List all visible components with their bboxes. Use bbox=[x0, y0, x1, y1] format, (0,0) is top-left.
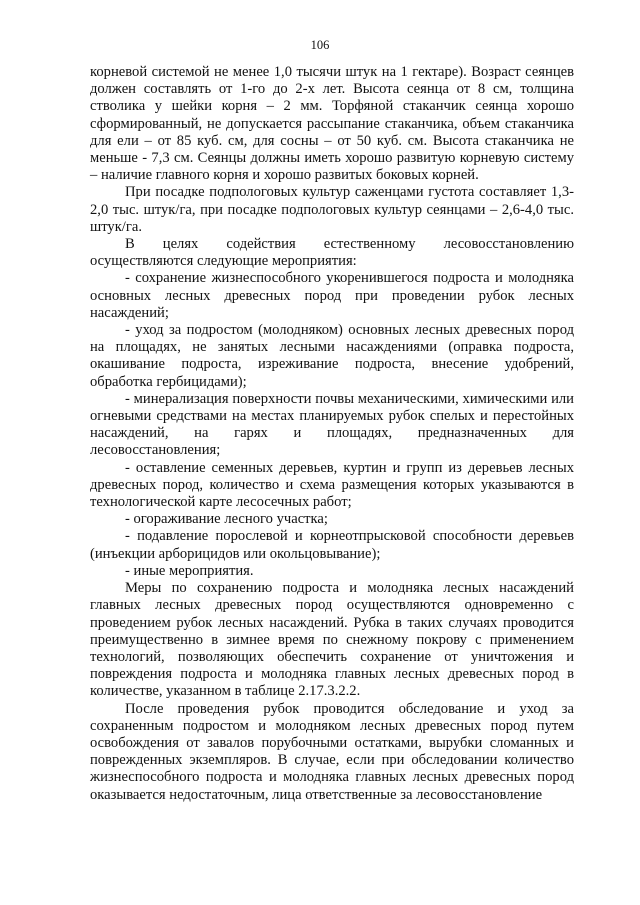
paragraph-planting-density: При посадке подпологовых культур саженцами густота составляет 1,3-2,0 тыс. штук/га, при посадке подпологовых культур сеянцами – 2,6-4,0 тыс. штук/га. bbox=[90, 184, 574, 235]
list-item-soil-mineralization: - минерализация поверхности почвы механическими, химическими или огневыми средствами на местах планируемых рубок спелых и перестойных насаждений, на гарях и площадях, предназначенных для лесовосстановления; bbox=[90, 390, 574, 459]
page-number: 106 bbox=[310, 38, 330, 52]
paragraph-post-felling-survey: После проведения рубок проводится обследование и уход за сохраненным подростом и молодняком лесных древесных пород путем освобождения от завалов порубочными остатками, вырубки сломанных и поврежденных экземпляров. В случае, если при обследовании количество жизнеспособного подроста и молодняка главных лесных древесных пород оказывается недостаточным, лица ответственные за лесовосстановление bbox=[90, 700, 574, 803]
list-item-seed-trees: - оставление семенных деревьев, куртин и групп из деревьев лесных древесных пород, количество и схема размещения которых указываются в технологической карте лесосечных работ; bbox=[90, 459, 574, 511]
list-item-preserve-undergrowth: - сохранение жизнеспособного укоренившегося подроста и молодняка основных лесных древесных пород при проведении рубок лесных насаждений; bbox=[90, 270, 574, 321]
list-item-suppress-sprouting: - подавление порослевой и корнеотпрысковой способности деревьев (инъекции арборицидов или окольцовывание); bbox=[90, 528, 574, 562]
list-item-fencing: - огораживание лесного участка; bbox=[125, 511, 328, 528]
list-item-care-undergrowth: - уход за подростом (молодняком) основных лесных древесных пород на площадях, не занятых лесными насаждениями (оправка подроста, окашивание подроста, изреживание подроста, внесение удобрений, обработка гербицидами); bbox=[90, 322, 574, 390]
paragraph-seedling-requirements: корневой системой не менее 1,0 тысячи штук на 1 гектаре). Возраст сеянцев должен составлять от 1-го до 2-х лет. Высота сеянца от 8 см, толщина стволика у шейки корня – 2 мм. Торфяной стаканчик сеянца хорошо сформированный, не допускается рассыпание стаканчика, объем стаканчика для ели – от 85 куб. см, для сосны – от 50 куб. см. Высота стаканчика не меньше - 7,3 см. Сеянцы должны иметь хорошо развитую корневую систему – наличие главного корня и хорошо развитых боковых корней. bbox=[90, 64, 574, 184]
body-text bbox=[90, 64, 574, 804]
paragraph-natural-regeneration-intro: В целях содействия естественному лесовосстановлению осуществляются следующие мероприятия: bbox=[90, 236, 574, 270]
list-item-other-measures: - иные мероприятия. bbox=[125, 562, 254, 579]
paragraph-preservation-measures: Меры по сохранению подроста и молодняка лесных насаждений главных лесных древесных пород осуществляются одновременно с проведением рубок лесных насаждений. Рубка в таких случаях проводится преимущественно в зимнее время по снежному покрову с применением технологий, позволяющих обеспечить сохранение от уничтожения и повреждения подроста и молодняка главных лесных древесных пород в количестве, указанном в таблице 2.17.3.2.2. bbox=[90, 580, 574, 700]
